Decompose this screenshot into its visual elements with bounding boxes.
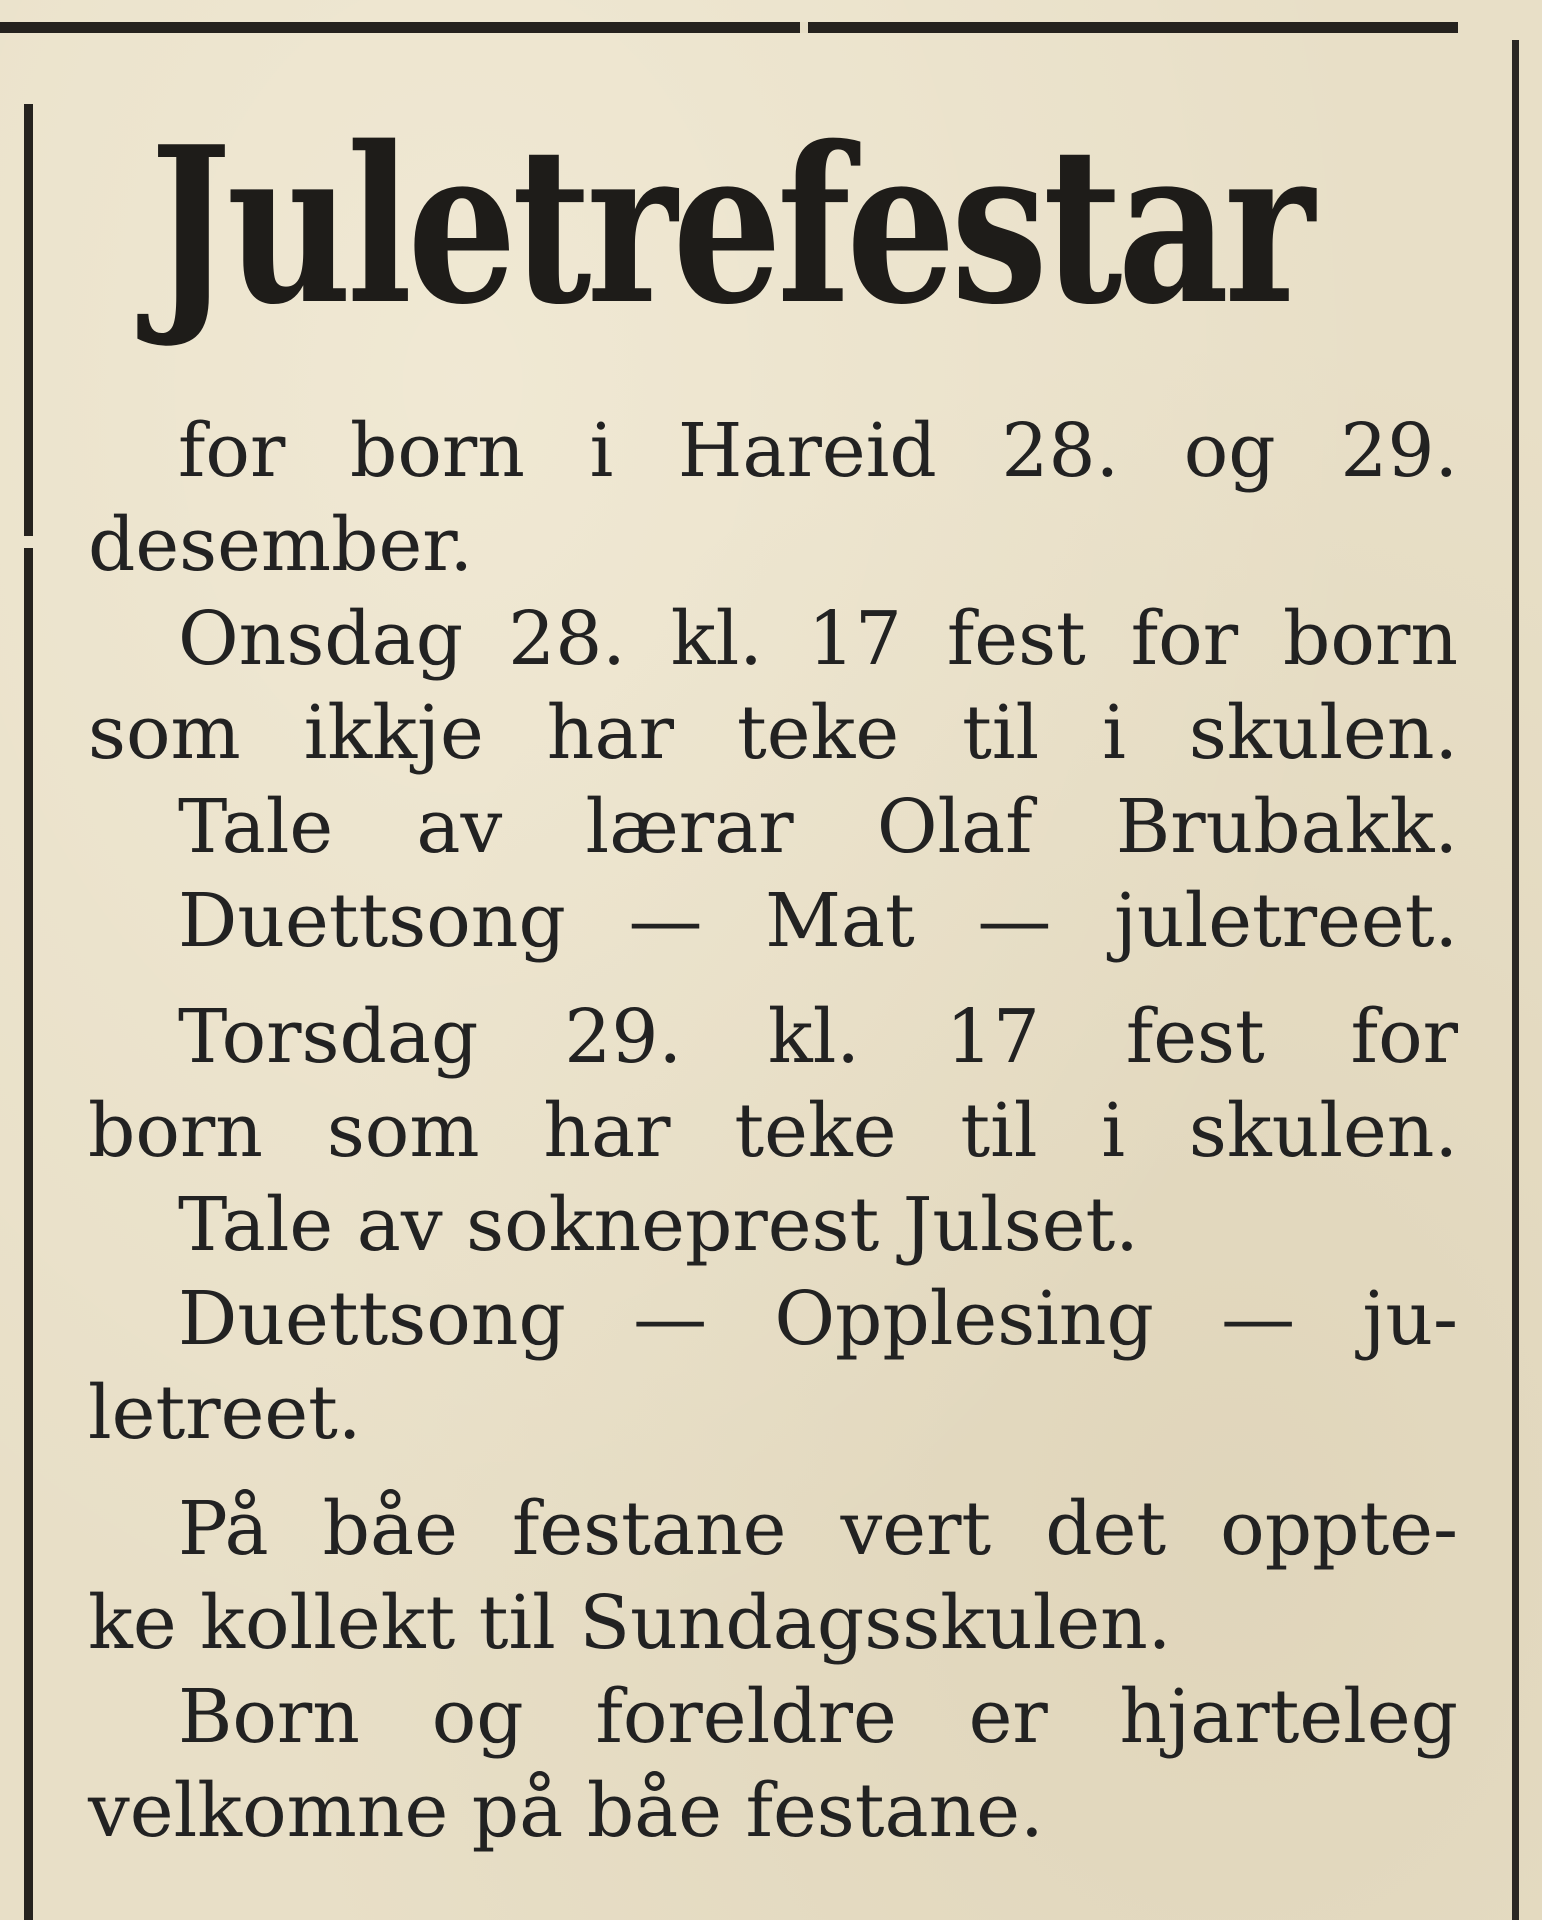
- body-line-7: Torsdag 29. kl. 17 fest for: [178, 994, 1458, 1080]
- headline: Juletrefestar: [150, 99, 1311, 352]
- body-line-9: Tale av sokneprest Julset.: [178, 1182, 1139, 1268]
- paragraph-gap: [88, 1460, 1458, 1482]
- body-line-14: Born og foreldre er hjarteleg: [178, 1674, 1458, 1760]
- body-line-4: som ikkje har teke til i skulen.: [88, 690, 1458, 776]
- left-column-rule-upper: [24, 104, 33, 536]
- body-line-6: Duettsong — Mat — juletreet.: [178, 878, 1458, 964]
- paragraph-gap: [88, 968, 1458, 990]
- body-line-12: På båe festane vert det oppte-: [178, 1486, 1458, 1572]
- top-rule: [0, 22, 1458, 33]
- body-line-3: Onsdag 28. kl. 17 fest for born: [178, 596, 1458, 682]
- body-line-5: Tale av lærar Olaf Brubakk.: [178, 784, 1458, 870]
- body-line-2: desember.: [88, 502, 474, 588]
- notice-body: [88, 404, 1458, 1858]
- body-line-11: letreet.: [88, 1370, 362, 1456]
- body-line-15: velkomne på båe festane.: [88, 1768, 1044, 1854]
- body-line-1: for born i Hareid 28. og 29.: [178, 408, 1458, 494]
- body-line-8: born som har teke til i skulen.: [88, 1088, 1458, 1174]
- right-column-rule: [1512, 40, 1519, 1920]
- body-line-10: Duettsong — Opplesing — ju-: [178, 1276, 1458, 1362]
- body-line-13: ke kollekt til Sundagsskulen.: [88, 1580, 1172, 1666]
- left-column-rule-lower: [24, 548, 33, 1920]
- top-rule-break: [800, 22, 808, 33]
